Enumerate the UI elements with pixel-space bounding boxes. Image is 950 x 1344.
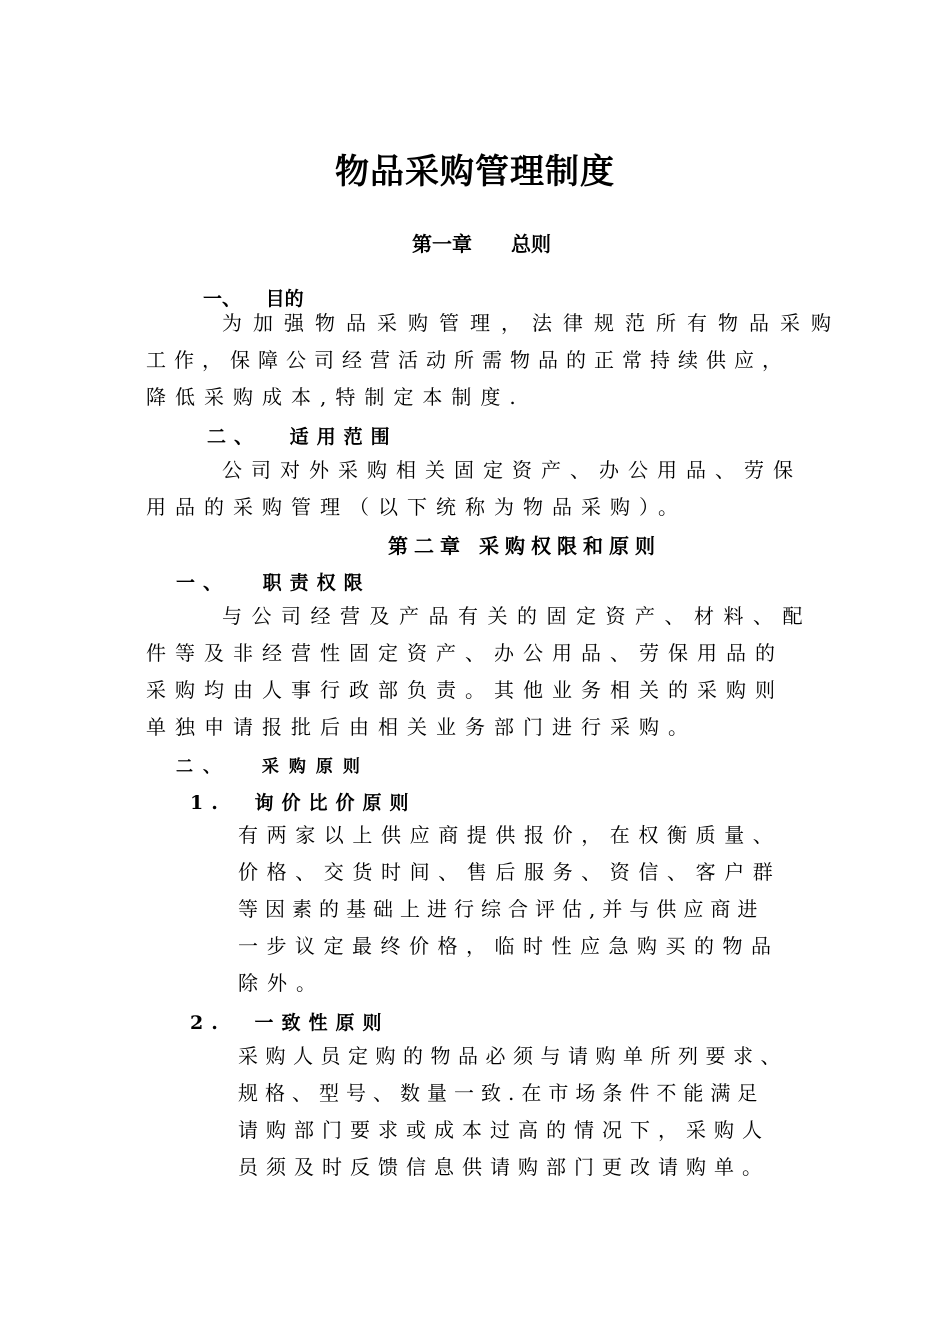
paragraph-line: 一步议定最终价格，临时性应急购买的物品 <box>238 934 780 958</box>
paragraph-line: 请购部门要求或成本过高的情况下，采购人 <box>238 1118 770 1142</box>
paragraph-line: 采购人员定购的物品必须与请购单所列要求、 <box>238 1044 788 1068</box>
paragraph-line: 员须及时反馈信息供请购部门更改请购单。 <box>238 1155 770 1179</box>
paragraph-line: 与公司经营及产品有关的固定资产、材料、配 <box>222 604 812 628</box>
section-scope-heading: 二、 适用范围 <box>207 426 398 448</box>
principle-1-heading: 1. 询价比价原则 <box>190 792 417 814</box>
section-purpose-paragraph <box>146 305 842 416</box>
paragraph-line: 价格、交货时间、售后服务、资信、客户群 <box>238 860 782 884</box>
section-purpose-heading: 一、 目的 <box>203 288 304 310</box>
paragraph-line: 降低采购成本,特制定本制度. <box>146 385 525 409</box>
paragraph-line: 除外。 <box>238 971 325 995</box>
paragraph-line: 有两家以上供应商提供报价，在权衡质量、 <box>238 823 782 847</box>
principle-2-paragraph <box>238 1038 788 1186</box>
paragraph-line: 公司对外采购相关固定资产、办公用品、劳保 <box>222 458 802 482</box>
document-title: 物品采购管理制度 <box>335 152 615 192</box>
principle-2-heading: 2. 一致性原则 <box>190 1012 390 1034</box>
paragraph-line: 采购均由人事行政部负责。其他业务相关的采购则 <box>146 678 784 702</box>
paragraph-line: 工作，保障公司经营活动所需物品的正常持续供应， <box>146 348 790 372</box>
section-scope-paragraph <box>146 452 802 526</box>
paragraph-line: 件等及非经营性固定资产、办公用品、劳保用品的 <box>146 641 784 665</box>
paragraph-line: 等因素的基础上进行综合评估,并与供应商进 <box>238 897 765 921</box>
section-responsibility-heading: 一、 职责权限 <box>176 572 371 594</box>
section-principles-heading: 二、 采购原则 <box>176 757 370 777</box>
paragraph-line: 单独申请报批后由相关业务部门进行采购。 <box>146 715 697 739</box>
chapter-1-heading: 第一章 总则 <box>412 232 551 256</box>
chapter-2-heading: 第二章 采购权限和原则 <box>388 534 661 558</box>
principle-1-paragraph <box>238 817 781 1002</box>
paragraph-line: 用品的采购管理（以下统称为物品采购）。 <box>146 495 687 519</box>
paragraph-line: 为加强物品采购管理，法律规范所有物品采购 <box>222 311 842 335</box>
paragraph-line: 规格、型号、数量一致.在市场条件不能满足 <box>238 1081 765 1105</box>
section-responsibility-paragraph <box>146 598 812 746</box>
